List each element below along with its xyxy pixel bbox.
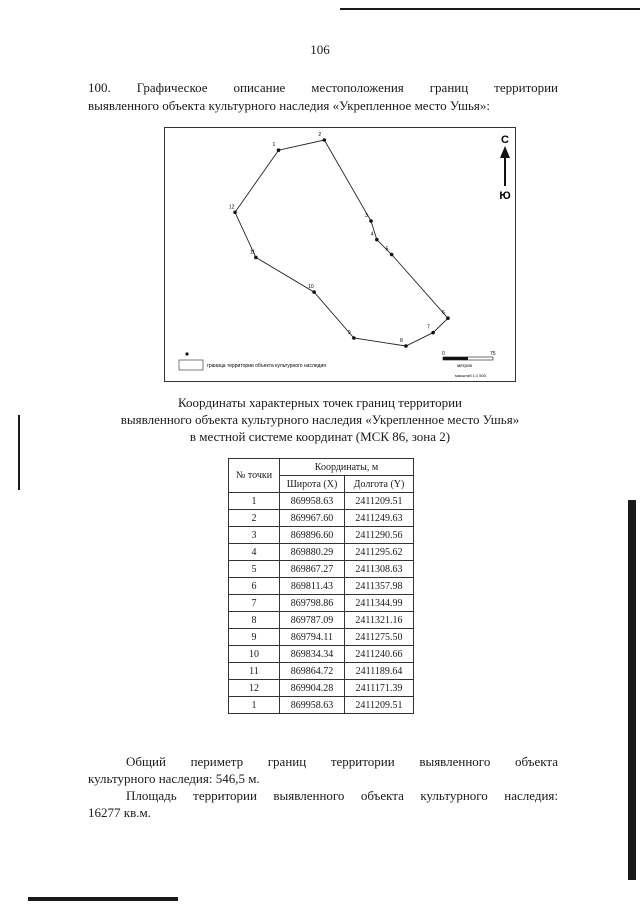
boundary-point xyxy=(431,331,435,335)
cell-longitude: 2411209.51 xyxy=(345,493,414,510)
boundary-point xyxy=(277,148,281,152)
cell-point-number: 5 xyxy=(229,561,280,578)
page-number: 106 xyxy=(310,42,330,57)
scan-edge-right xyxy=(628,500,636,880)
map-footer-note: масштаб 1:1 500 xyxy=(455,373,486,378)
cell-point-number: 3 xyxy=(229,527,280,544)
cell-latitude: 869794.11 xyxy=(280,629,345,646)
cell-longitude: 2411240.66 xyxy=(345,646,414,663)
boundary-point xyxy=(312,290,316,294)
cell-longitude: 2411189.64 xyxy=(345,663,414,680)
table-row xyxy=(229,680,414,697)
boundary-point-label: 3 xyxy=(365,213,368,220)
cell-latitude: 869867.27 xyxy=(280,561,345,578)
cell-point-number: 1 xyxy=(229,697,280,714)
cell-longitude: 2411321.16 xyxy=(345,612,414,629)
perimeter-paragraph xyxy=(88,753,558,787)
cell-longitude: 2411209.51 xyxy=(345,697,414,714)
area-paragraph xyxy=(88,787,558,821)
header-coordinates: Координаты, м xyxy=(280,459,414,476)
boundary-point-label: 9 xyxy=(347,329,351,336)
boundary-point xyxy=(404,344,408,348)
coordinates-title-line-3: в местной системе координат (МСК 86, зона 2) xyxy=(189,429,451,444)
table-row xyxy=(229,493,414,510)
table-row xyxy=(229,595,414,612)
cell-point-number: 8 xyxy=(229,612,280,629)
section-heading-line-2: выявленного объекта культурного наследия «Укрепленное место Ушья»: xyxy=(88,98,491,113)
scale-start: 0 xyxy=(442,351,445,357)
scale-bar-fill xyxy=(443,357,468,360)
header-latitude: Широта (X) xyxy=(280,476,345,493)
coordinates-title-line-2: выявленного объекта культурного наследия «Укрепленное место Ушья» xyxy=(120,412,520,427)
boundary-point xyxy=(375,238,379,242)
cell-longitude: 2411249.63 xyxy=(345,510,414,527)
boundary-point xyxy=(254,256,258,260)
perimeter-line-2: культурного наследия: 546,5 м. xyxy=(88,771,260,786)
scan-edge-left xyxy=(18,415,20,490)
table-row xyxy=(229,544,414,561)
boundary-point-label: 7 xyxy=(427,324,430,331)
table-row xyxy=(229,510,414,527)
boundary-point xyxy=(390,253,394,257)
header-point-number: № точки xyxy=(229,459,280,493)
boundary-point-label: 11 xyxy=(249,249,256,256)
header-longitude: Долгота (Y) xyxy=(345,476,414,493)
cell-point-number: 10 xyxy=(229,646,280,663)
cell-longitude: 2411290.56 xyxy=(345,527,414,544)
north-arrow-icon xyxy=(500,146,510,186)
boundary-point-label: 10 xyxy=(308,284,314,291)
area-line-2: 16277 кв.м. xyxy=(88,805,151,820)
cell-latitude: 869958.63 xyxy=(280,493,345,510)
cell-point-number: 6 xyxy=(229,578,280,595)
cell-latitude: 869904.28 xyxy=(280,680,345,697)
boundary-point xyxy=(323,138,327,142)
table-row xyxy=(229,663,414,680)
coordinates-title-line-1: Координаты характерных точек границ территории xyxy=(178,395,462,410)
legend-swatch xyxy=(179,360,203,370)
cell-point-number: 7 xyxy=(229,595,280,612)
cell-longitude: 2411275.50 xyxy=(345,629,414,646)
legend-point-icon xyxy=(185,352,188,355)
cell-point-number: 9 xyxy=(229,629,280,646)
cell-point-number: 11 xyxy=(229,663,280,680)
boundary-point-label: 2 xyxy=(318,132,322,138)
boundary-point-label: 5 xyxy=(385,246,389,253)
boundary-map xyxy=(164,127,516,382)
cell-point-number: 12 xyxy=(229,680,280,697)
boundary-polygon xyxy=(235,140,448,346)
cell-point-number: 1 xyxy=(229,493,280,510)
boundary-point-label: 4 xyxy=(370,231,374,238)
cell-latitude: 869834.34 xyxy=(280,646,345,663)
boundary-point xyxy=(233,210,237,214)
table-row xyxy=(229,629,414,646)
cell-longitude: 2411357.98 xyxy=(345,578,414,595)
boundary-point xyxy=(352,336,356,340)
coordinates-table-body xyxy=(229,493,414,714)
table-row xyxy=(229,646,414,663)
section-heading xyxy=(88,79,558,115)
coordinates-title xyxy=(60,394,580,445)
boundary-point-label: 6 xyxy=(441,310,445,317)
cell-latitude: 869787.09 xyxy=(280,612,345,629)
cell-latitude: 869967.60 xyxy=(280,510,345,527)
perimeter-line-1: Общий периметр границ территории выявленного объекта xyxy=(126,754,558,769)
cell-longitude: 2411171.39 xyxy=(345,680,414,697)
boundary-point-label: 1 xyxy=(272,142,276,149)
cell-latitude: 869880.29 xyxy=(280,544,345,561)
area-line-1: Площадь территории выявленного объекта культурного наследия: xyxy=(126,788,558,803)
south-label: Ю xyxy=(499,190,511,202)
boundary-points xyxy=(229,132,450,348)
boundary-point xyxy=(369,219,373,223)
table-row xyxy=(229,697,414,714)
cell-latitude: 869864.72 xyxy=(280,663,345,680)
legend-text: граница территории объекта культурного наследия xyxy=(207,363,326,369)
north-label: С xyxy=(501,134,509,146)
coordinates-table xyxy=(228,458,414,714)
table-row xyxy=(229,527,414,544)
cell-latitude: 869811.43 xyxy=(280,578,345,595)
cell-latitude: 869896.60 xyxy=(280,527,345,544)
scale-unit: метров xyxy=(457,363,472,368)
section-heading-line-1: 100. Графическое описание местоположения границ территории xyxy=(88,80,558,95)
cell-longitude: 2411308.63 xyxy=(345,561,414,578)
table-row xyxy=(229,561,414,578)
boundary-map-canvas xyxy=(165,128,515,381)
boundary-point-label: 12 xyxy=(229,204,235,211)
cell-longitude: 2411295.62 xyxy=(345,544,414,561)
cell-point-number: 2 xyxy=(229,510,280,527)
cell-latitude: 869958.63 xyxy=(280,697,345,714)
boundary-point xyxy=(446,316,450,320)
scale-end: 75 xyxy=(490,351,496,357)
boundary-point-label: 8 xyxy=(399,338,403,344)
cell-longitude: 2411344.99 xyxy=(345,595,414,612)
table-row xyxy=(229,612,414,629)
cell-point-number: 4 xyxy=(229,544,280,561)
cell-latitude: 869798.86 xyxy=(280,595,345,612)
scan-edge-top xyxy=(340,8,640,10)
table-row xyxy=(229,578,414,595)
scan-edge-bottom xyxy=(28,897,178,901)
